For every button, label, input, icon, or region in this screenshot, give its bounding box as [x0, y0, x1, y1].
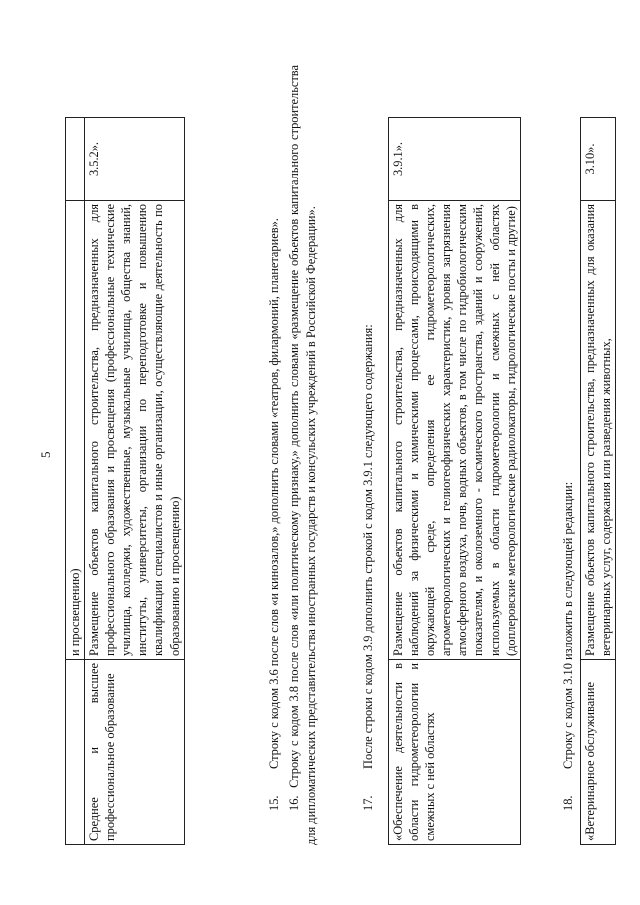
item-number: 15. — [267, 795, 281, 811]
table-row — [85, 118, 185, 845]
land-use-description: Размещение объектов капитального строительства, предназначенных для оказания ветеринарных услуг, содержания или разведения животных, — [581, 201, 616, 660]
land-use-type-name: «Ветеринарное обслуживание — [581, 660, 616, 845]
land-use-code: 3.10». — [581, 118, 616, 201]
land-use-table-new-row — [388, 117, 521, 845]
table-cell-continuation: и просвещению) — [66, 201, 85, 660]
table-row — [581, 118, 616, 845]
land-use-table-continued — [65, 117, 185, 845]
item-text: Строку с кодом 3.10 изложить в следующей редакции: — [561, 481, 575, 769]
table-row — [389, 118, 521, 845]
land-use-table-revised-row — [580, 117, 616, 845]
land-use-description: Размещение объектов капитального строительства, предназначенных для наблюдений за физическими и химическими процессами, происходящими в окружающей среде, определения ее гидрометеорологических, агрометеорологических и гелиогеофизических характеристик, уровня загрязнения атмосферного воздуха, почв, водных объектов, в том числе по гидробиологическим показателям, и околоземного - космического пространства, зданий и сооружений, используемых в области гидрометеорологии и смежных с ней областях (доплеровские метеорологические радиолокаторы, гидрологические посты и другие) — [389, 201, 521, 660]
land-use-code: 3.5.2». — [85, 118, 185, 201]
item-number: 17. — [361, 795, 375, 811]
item-text: После строки с кодом 3.9 дополнить строкой с кодом 3.9.1 следующего содержания: — [361, 324, 375, 769]
table-row — [66, 118, 85, 845]
land-use-type-name: Среднее и высшее профессиональное образование — [85, 660, 185, 845]
land-use-type-name: «Обеспечение деятельности в области гидрометеорологии и смежных с ней областях — [389, 660, 521, 845]
amendment-item-15 — [266, 65, 283, 845]
table-cell-empty — [66, 118, 85, 201]
item-text: Строку с кодом 3.8 после слов «или политическому признаку,» дополнить словами «размещение объектов капитального строительства для дипломатических представительства иностранных государств и консульских учреждений в Российской Федерации». — [287, 65, 318, 845]
item-number: 18. — [561, 795, 575, 811]
land-use-code: 3.9.1». — [389, 118, 521, 201]
item-number: 16. — [287, 795, 301, 811]
item-text: Строку с кодом 3.6 после слов «и кинозалов,» дополнить словами «театров, филармоний, планетариев». — [267, 218, 281, 769]
land-use-description: Размещение объектов капитального строительства, предназначенных для профессионального образования и просвещения (профессиональные технические училища, колледжи, художественные, музыкальные училища, общества знаний, институты, университеты, организации по переподготовке и повышению квалификации специалистов и иные организации, осуществляющие деятельность по образованию и просвещению) — [85, 201, 185, 660]
page-number: 5 — [38, 451, 53, 458]
amendment-item-16 — [286, 65, 320, 845]
table-cell-empty — [66, 660, 85, 845]
amendment-item-18 — [560, 65, 577, 845]
amendment-item-17 — [360, 65, 377, 845]
